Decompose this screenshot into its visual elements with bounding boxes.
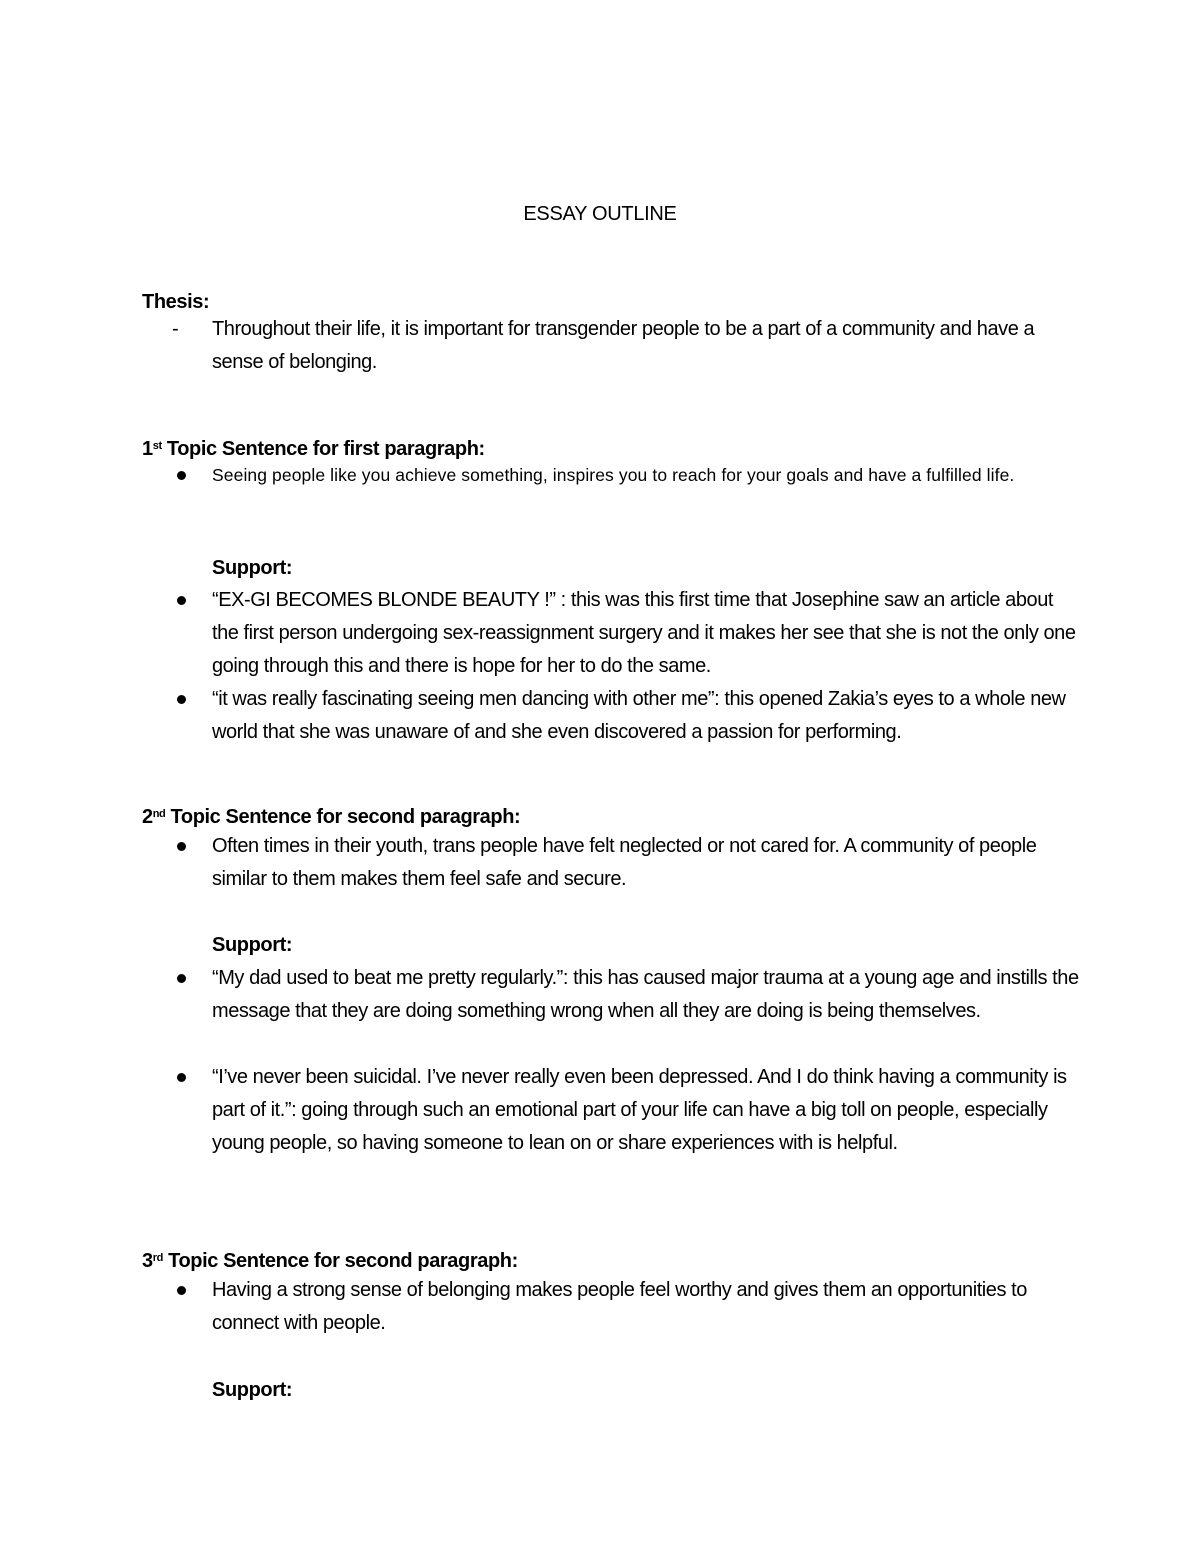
document-title: ESSAY OUTLINE [523, 203, 677, 225]
bullet-icon [177, 471, 186, 480]
section-1-topic: Seeing people like you achieve something, inspires you to reach for your goals and have a fulfilled life. [212, 465, 1015, 485]
section-number: 3 [142, 1250, 153, 1272]
bullet-icon [177, 842, 186, 851]
ordinal-suffix: st [152, 440, 162, 452]
section-1-support-2: “it was really fascinating seeing men dancing with other me”: this opened Zakia’s eyes to a whole new world that she was unaware of and she even discovered a passion for performing. [212, 688, 1066, 743]
section-1-support-1: “EX-GI BECOMES BLONDE BEAUTY !” : this was this first time that Josephine saw an article about the first person undergoing sex-reassignment surgery and it makes her see that she is not the only one going through this and there is hope for her to do the same. [212, 589, 1076, 677]
bullet-icon [177, 1073, 186, 1082]
thesis-text: Throughout their life, it is important for transgender people to be a part of a community and have a sense of belonging. [212, 318, 1035, 373]
ordinal-suffix: rd [152, 1252, 163, 1264]
bullet-icon [177, 695, 186, 704]
section-number: 2 [142, 806, 153, 828]
section-3-support-label: Support: [212, 1379, 293, 1401]
section-3-topic: Having a strong sense of belonging makes people feel worthy and gives them an opportunities to connect with people. [212, 1279, 1027, 1334]
thesis-label: Thesis: [142, 291, 210, 313]
section-1-support-label: Support: [212, 557, 293, 579]
section-2-support-1: “My dad used to beat me pretty regularly.”: this has caused major trauma at a young age and instills the message that they are doing something wrong when all they are doing is being themselves. [212, 967, 1079, 1022]
bullet-icon [177, 974, 186, 983]
heading-text: Topic Sentence for second paragraph: [168, 1250, 518, 1272]
section-2-topic: Often times in their youth, trans people have felt neglected or not cared for. A community of people similar to them makes them feel safe and secure. [212, 835, 1037, 890]
section-2-heading [142, 803, 520, 831]
bullet-icon [177, 1286, 186, 1295]
dash-marker: - [172, 318, 179, 340]
section-3-heading [142, 1247, 518, 1275]
section-2-support-2: “I’ve never been suicidal. I’ve never really even been depressed. And I do think having a community is part of it.”: going through such an emotional part of your life can have a big toll on people, especially young people, so having someone to lean on or share experiences with is helpful. [212, 1066, 1067, 1154]
ordinal-suffix: nd [152, 808, 166, 820]
bullet-icon [177, 596, 186, 605]
section-2-support-label: Support: [212, 934, 293, 956]
heading-text: Topic Sentence for second paragraph: [170, 806, 521, 828]
section-number: 1 [142, 438, 153, 460]
heading-text: Topic Sentence for first paragraph: [166, 438, 485, 460]
